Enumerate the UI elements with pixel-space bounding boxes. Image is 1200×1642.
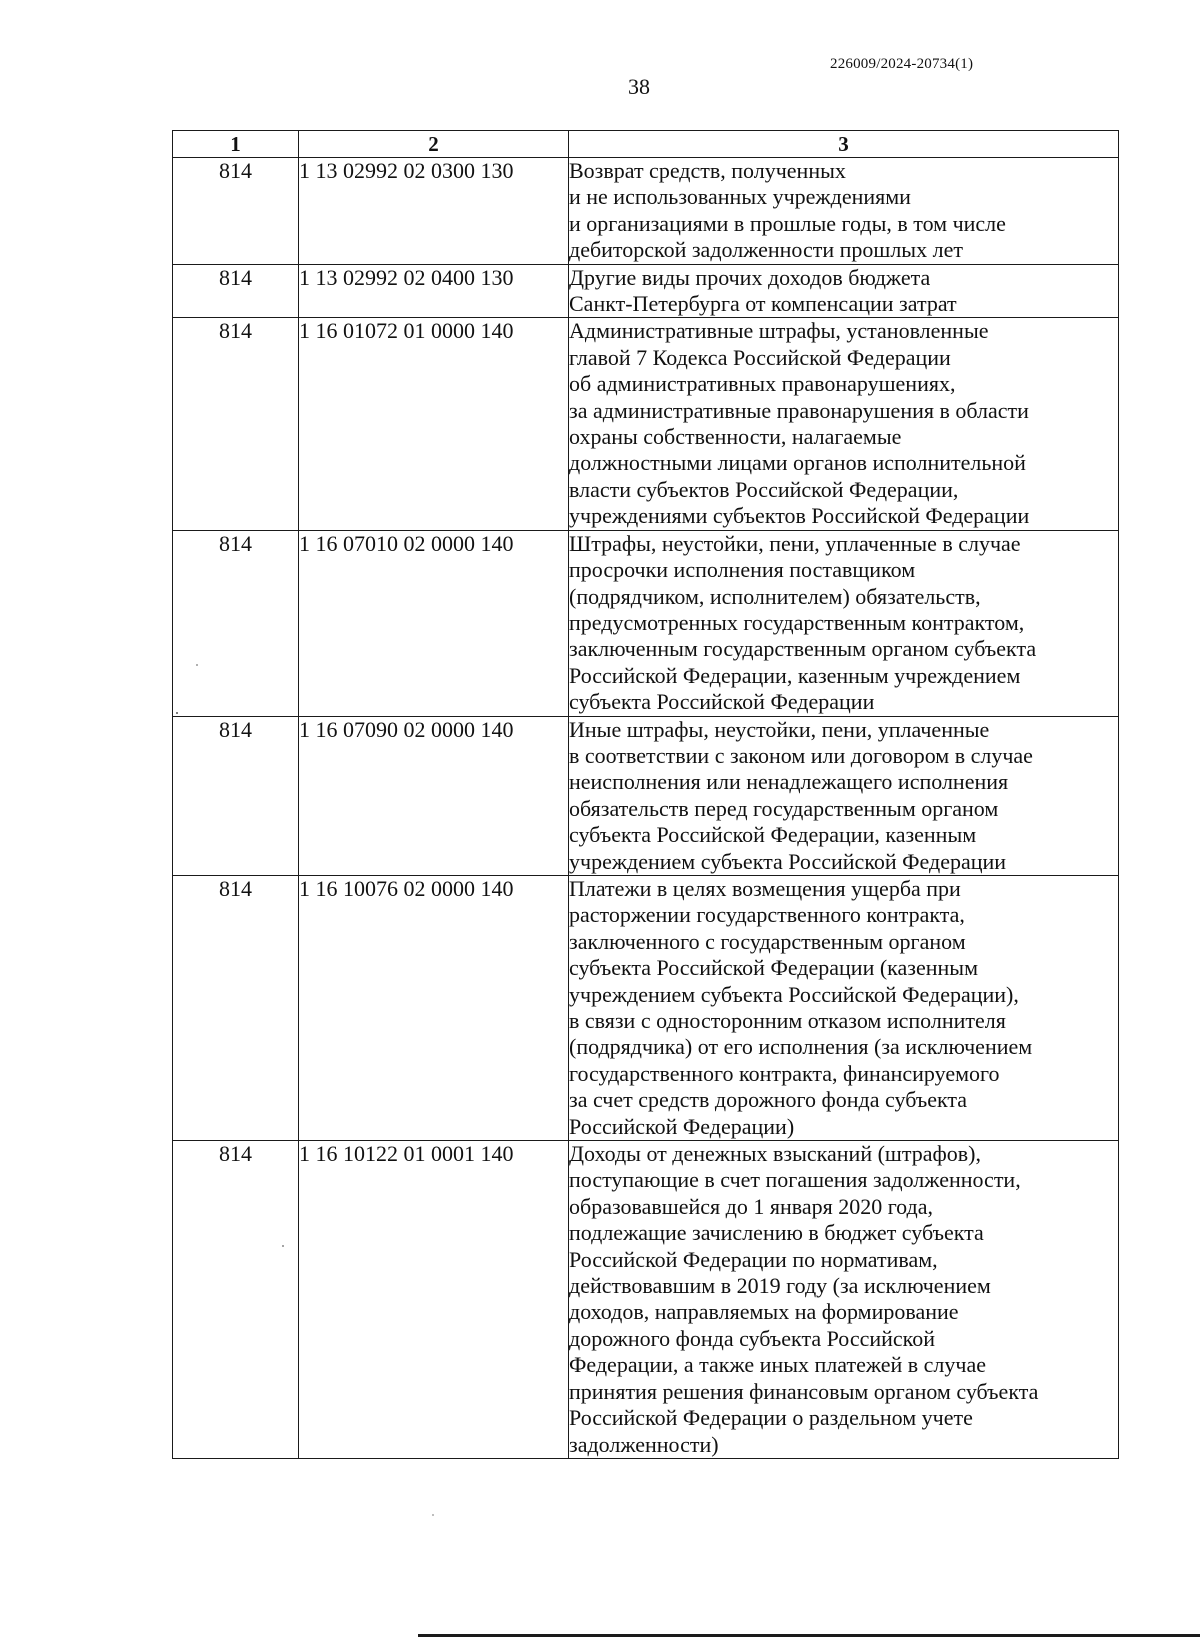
income-name-line: и не использованных учреждениями (569, 184, 911, 210)
table-header-row (173, 131, 1119, 158)
table-row (173, 264, 1119, 318)
scan-speck (176, 712, 178, 714)
income-name-line: Российской Федерации, казенным учреждением (569, 662, 1021, 688)
table-row (173, 875, 1119, 1140)
table-row (173, 158, 1119, 265)
income-name-line: Административные штрафы, установленные (569, 318, 989, 344)
income-name-cell (569, 716, 1119, 875)
income-name-cell (569, 158, 1119, 265)
income-name-line: расторжении государственного контракта, (569, 902, 965, 928)
income-name-line: субъекта Российской Федерации, казенным (569, 822, 977, 848)
income-name-line: за счет средств дорожного фонда субъекта (569, 1087, 968, 1113)
kbk-code-cell: 1 13 02992 02 0400 130 (299, 264, 569, 318)
income-name-line: главой 7 Кодекса Российской Федерации (569, 344, 951, 370)
scan-speck (282, 1245, 284, 1247)
income-name-line: предусмотренных государственным контрактом, (569, 609, 1025, 635)
income-name-line: принятия решения финансовым органом субъекта (569, 1378, 1039, 1404)
income-name-line: просрочки исполнения поставщиком (569, 557, 916, 583)
income-name-line: Возврат средств, полученных (569, 158, 846, 183)
table-row (173, 318, 1119, 530)
document-id: 226009/2024-20734(1) (830, 56, 974, 72)
scan-speck (196, 664, 198, 666)
income-name-cell (569, 875, 1119, 1140)
income-name-line: в связи с односторонним отказом исполнителя (569, 1008, 1006, 1033)
income-name-line: Штрафы, неустойки, пени, уплаченные в случае (569, 530, 1021, 556)
income-name-line: субъекта Российской Федерации (569, 689, 875, 715)
income-name-line: задолженности) (569, 1431, 719, 1457)
kbk-code-cell: 1 16 07010 02 0000 140 (299, 530, 569, 716)
income-name-line: образовавшейся до 1 января 2020 года, (569, 1193, 933, 1219)
table-body (173, 158, 1119, 1459)
income-name-line: дорожного фонда субъекта Российской (569, 1325, 936, 1351)
admin-code-cell: 814 (173, 716, 299, 875)
income-name-line: действовавшим в 2019 году (за исключением (569, 1273, 991, 1299)
income-name-cell (569, 264, 1119, 318)
income-name-line: охраны собственности, налагаемые (569, 424, 902, 450)
table-row (173, 1141, 1119, 1459)
kbk-code-cell: 1 16 10122 01 0001 140 (299, 1141, 569, 1459)
income-name-line: заключенным государственным органом субъекта (569, 636, 1037, 662)
table-row (173, 716, 1119, 875)
income-name-line: власти субъектов Российской Федерации, (569, 476, 959, 502)
admin-code-cell: 814 (173, 530, 299, 716)
income-name-line: подлежащие зачислению в бюджет субъекта (569, 1220, 984, 1246)
revenue-codes-table (172, 130, 1119, 1459)
income-name-line: дебиторской задолженности прошлых лет (569, 237, 963, 263)
income-name-line: учреждением субъекта Российской Федерации (569, 848, 1007, 874)
admin-code-cell: 814 (173, 875, 299, 1140)
income-name-line: учреждениями субъектов Российской Федерации (569, 503, 1030, 529)
income-name-line: субъекта Российской Федерации (казенным (569, 955, 978, 981)
income-name-line: заключенного с государственным органом (569, 928, 966, 954)
admin-code-cell: 814 (173, 1141, 299, 1459)
income-name-line: учреждением субъекта Российской Федерации), (569, 981, 1019, 1007)
income-name-line: за административные правонарушения в области (569, 397, 1029, 423)
column-header-1: 1 (173, 131, 299, 158)
income-name-line: и организациями в прошлые годы, в том числе (569, 210, 1006, 236)
kbk-code-cell: 1 16 07090 02 0000 140 (299, 716, 569, 875)
income-name-line: обязательств перед государственным органом (569, 795, 999, 821)
kbk-code-cell: 1 13 02992 02 0300 130 (299, 158, 569, 265)
column-header-2: 2 (299, 131, 569, 158)
income-name-line: Российской Федерации) (569, 1113, 795, 1139)
income-name-line: (подрядчиком, исполнителем) обязательств, (569, 583, 981, 609)
income-name-line: доходов, направляемых на формирование (569, 1299, 959, 1325)
income-name-line: Доходы от денежных взысканий (штрафов), (569, 1141, 981, 1167)
income-name-line: Санкт-Петербурга от компенсации затрат (569, 291, 957, 317)
scan-speck (432, 1514, 434, 1516)
income-name-line: (подрядчика) от его исполнения (за исключением (569, 1034, 1033, 1060)
income-name-cell (569, 530, 1119, 716)
admin-code-cell: 814 (173, 158, 299, 265)
income-name-line: должностными лицами органов исполнительной (569, 450, 1026, 476)
income-name-cell (569, 318, 1119, 530)
admin-code-cell: 814 (173, 318, 299, 530)
income-name-line: Российской Федерации по нормативам, (569, 1246, 938, 1272)
income-name-line: Другие виды прочих доходов бюджета (569, 264, 931, 290)
income-name-line: поступающие в счет погашения задолженности, (569, 1167, 1021, 1193)
income-name-cell (569, 1141, 1119, 1459)
column-header-3: 3 (569, 131, 1119, 158)
income-name-line: Иные штрафы, неустойки, пени, уплаченные (569, 716, 990, 742)
income-name-line: в соответствии с законом или договором в случае (569, 742, 1033, 768)
income-name-line: Федерации, а также иных платежей в случае (569, 1352, 987, 1378)
income-name-line: Платежи в целях возмещения ущерба при (569, 875, 961, 901)
kbk-code-cell: 1 16 01072 01 0000 140 (299, 318, 569, 530)
income-name-line: Российской Федерации о раздельном учете (569, 1405, 973, 1431)
bottom-rule (418, 1634, 1200, 1637)
kbk-code-cell: 1 16 10076 02 0000 140 (299, 875, 569, 1140)
table-row (173, 530, 1119, 716)
income-name-line: неисполнения или ненадлежащего исполнения (569, 769, 1009, 795)
income-name-line: государственного контракта, финансируемого (569, 1060, 1000, 1086)
admin-code-cell: 814 (173, 264, 299, 318)
page-number: 38 (628, 74, 650, 99)
income-name-line: об административных правонарушениях, (569, 371, 956, 397)
